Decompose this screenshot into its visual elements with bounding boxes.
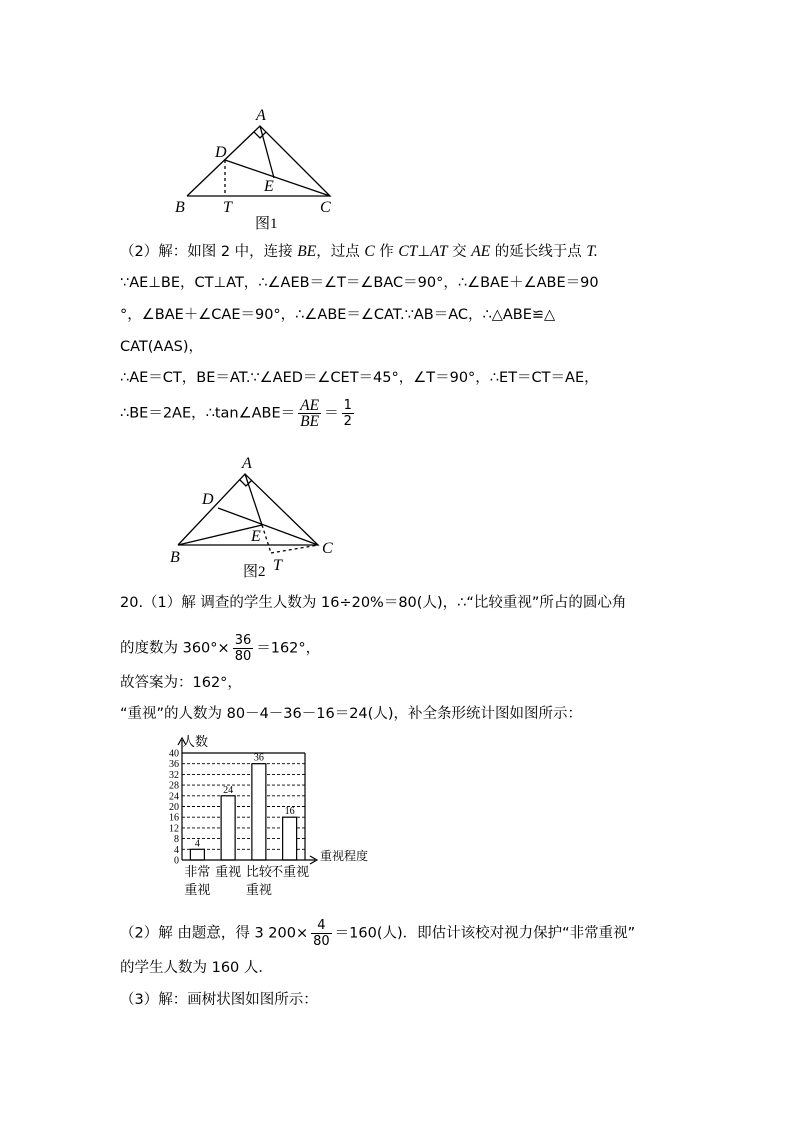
chart-category-label: 不重视: [270, 864, 310, 879]
fraction-36-80: $\frac{36}{80}$: [234, 633, 252, 664]
q20-part3: （3）解：画树状图如图所示：: [120, 992, 318, 1008]
fig1-label-D: D: [215, 144, 227, 161]
chart-ytick-label: 36: [169, 759, 179, 771]
chart-category-label: 重视: [184, 882, 211, 897]
fig2-segment-DC: [218, 508, 318, 545]
chart-bar: [221, 796, 235, 860]
q20-part2-line-2: 的学生人数为 160 人．: [120, 960, 273, 976]
chart-bar: [190, 849, 204, 860]
chart-category-label: 重视: [245, 882, 272, 897]
fig1-label-T: T: [223, 199, 232, 216]
fraction-4-80: $\frac{4}{80}$: [313, 918, 330, 949]
chart-ytick-label: 8: [174, 834, 179, 846]
fig2-label-C: C: [322, 540, 333, 557]
part2-line-5: ∴AE＝CT，BE＝AT.∵∠AED＝∠CET＝45°，∠T＝90°，∴ET＝CT＝AE，: [120, 370, 599, 386]
chart-category-label: 非常: [184, 864, 211, 879]
fig2-dashed-TC: [271, 545, 318, 553]
q20-line-1: 20.（1）解 调查的学生人数为 16÷20%＝80(人)，∴“比较重视”所占的圆心角: [120, 595, 627, 611]
fig2-label-B: B: [170, 549, 180, 566]
fig1-caption: 图1: [255, 216, 278, 232]
q20-line-2: 的度数为 360°× $\frac{36}{80}$ ＝162°，: [120, 633, 321, 664]
fig2-label-E: E: [251, 528, 261, 545]
chart-data-label: 4: [194, 838, 200, 850]
fig2-label-T: T: [273, 557, 282, 574]
fig1-label-C: C: [320, 199, 331, 216]
fig2-segment-BE: [178, 525, 262, 545]
chart-ytick-label: 40: [169, 748, 179, 760]
part2-line-4: CAT(AAS)，: [120, 339, 204, 355]
chart-category-label: 重视: [215, 864, 242, 879]
fig2-right-angle-mark: [240, 480, 252, 486]
chart-ytick-label: 20: [169, 802, 179, 813]
part2-line-6: ∴BE＝2AE，∴tan∠ABE＝ $\frac{AE}{BE}$ ＝ $\frac{1}{2}$: [120, 397, 352, 430]
chart-ylabel: 人数: [182, 734, 209, 749]
fig1-label-B: B: [175, 199, 185, 216]
figure-1: [165, 100, 355, 235]
chart-xlabel: 重视程度: [320, 849, 369, 863]
chart-bar: [252, 764, 266, 860]
q20-line-3: 故答案为：162°，: [120, 675, 242, 691]
chart-ytick-label: 4: [174, 844, 179, 856]
chart-ytick-label: 16: [169, 812, 179, 824]
part2-line-2: ∵AE⊥BE，CT⊥AT，∴∠AEB＝∠T＝∠BAC＝90°，∴∠BAE＋∠ABE＝90: [120, 275, 599, 291]
bar-chart: [140, 728, 390, 900]
figure-2: [165, 450, 355, 580]
chart-ytick-label: 28: [169, 780, 179, 792]
q20-part2-line-1: （2）解 由题意，得 3 200× $\frac{4}{80}$ ＝160(人)．即估计该校对视力保护“非常重视”: [120, 918, 636, 949]
fig2-label-A: A: [242, 455, 252, 472]
chart-category-label: 比较: [245, 864, 272, 879]
fig1-label-E: E: [264, 178, 274, 195]
q20-line-4: “重视”的人数为 80－4－36－16＝24(人)，补全条形统计图如图所示：: [120, 706, 582, 722]
chart-data-label: 24: [223, 784, 234, 796]
chart-ytick-label: 24: [169, 791, 179, 803]
fig2-label-D: D: [202, 491, 214, 508]
chart-ytick-label: 0: [174, 855, 179, 867]
chart-data-label: 16: [284, 806, 295, 818]
fraction-ae-be: $\frac{AE}{BE}$: [300, 397, 320, 430]
fig1-label-A: A: [256, 107, 266, 124]
fig2-caption: 图2: [243, 564, 266, 580]
chart-data-label: 36: [253, 752, 264, 764]
fig1-segment-DC: [225, 160, 330, 196]
part2-line-1: （2）解：如图 2 中，连接 BE，过点 C 作 CT⊥AT 交 AE 的延长线于点 T.: [120, 243, 598, 260]
chart-bar: [283, 817, 297, 860]
chart-ytick-label: 32: [169, 769, 179, 781]
chart-ytick-label: 12: [169, 823, 179, 835]
fig2-dashed-ET: [262, 525, 271, 553]
fraction-one-half: $\frac{1}{2}$: [343, 398, 352, 429]
fig1-right-angle-mark: [254, 132, 266, 138]
part2-line-3: °，∠BAE＋∠CAE＝90°，∴∠ABE＝∠CAT.∵AB＝AC，∴△ABE≌△: [120, 307, 556, 323]
